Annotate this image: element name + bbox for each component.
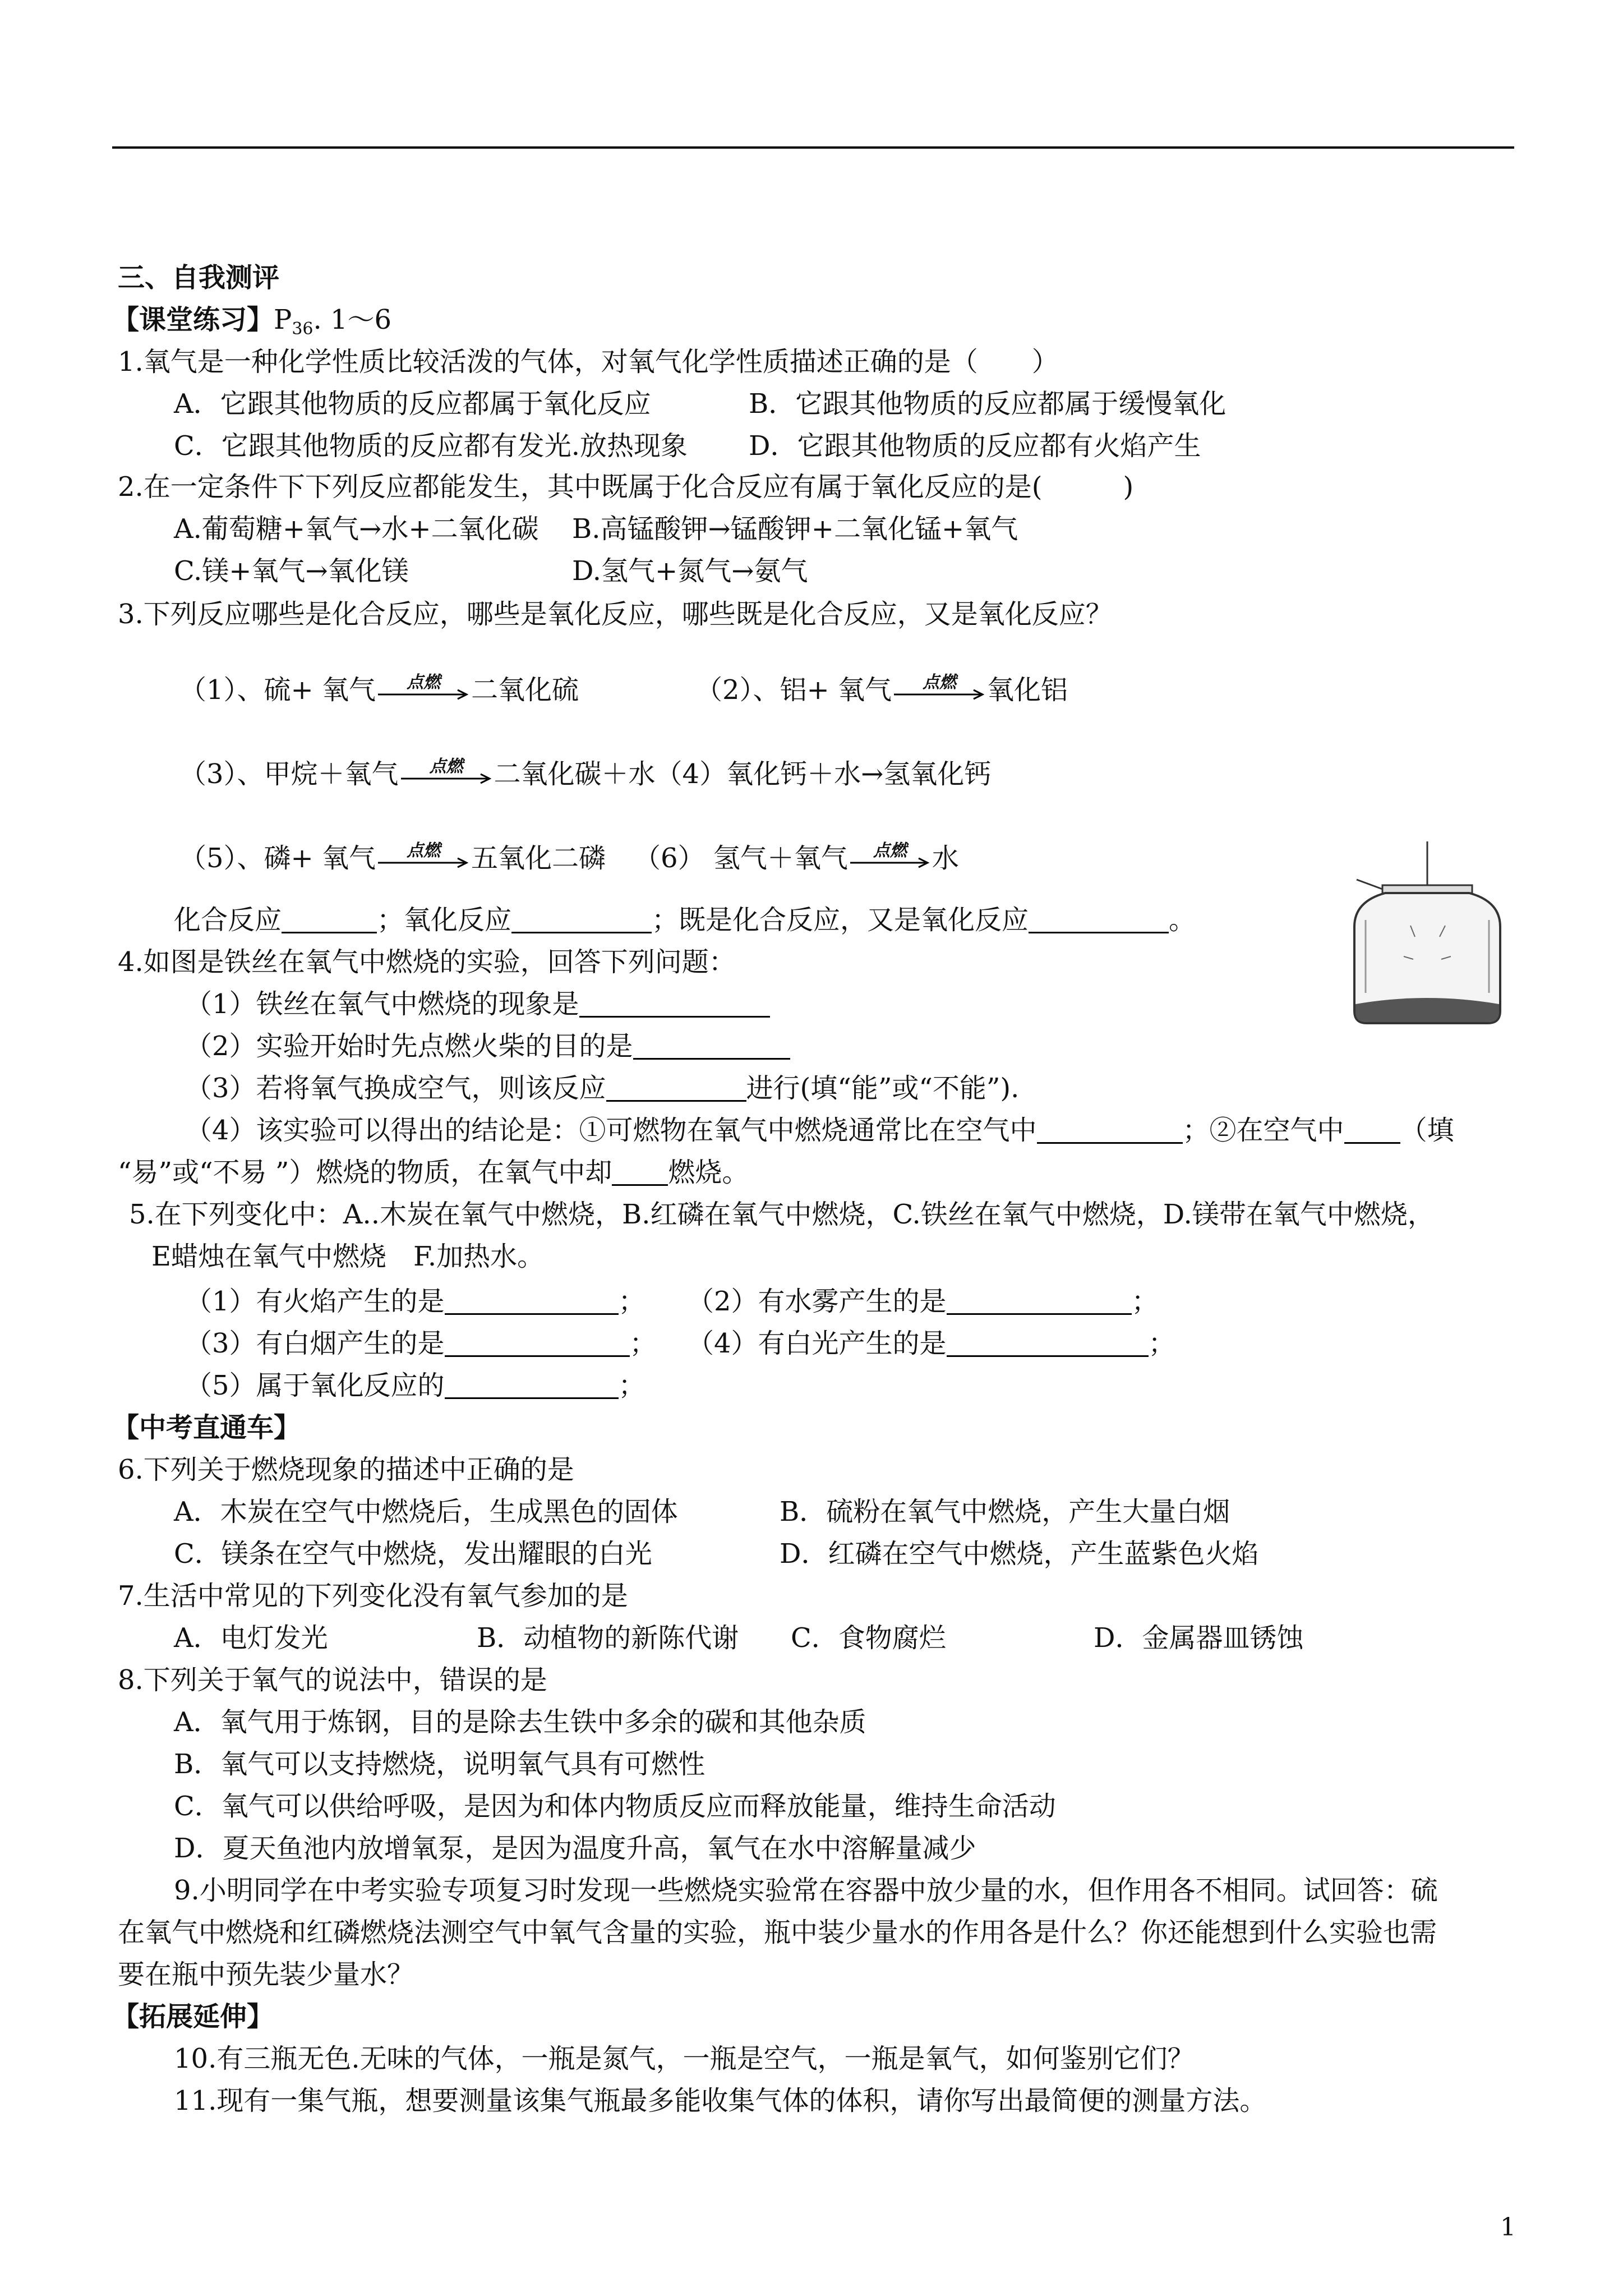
q1-option-d: D．它跟其他物质的反应都有火焰产生: [749, 430, 1201, 462]
q5-part-1-text: （1）有火焰产生的是: [185, 1286, 445, 1317]
reaction-3-4: [179, 757, 991, 791]
answer-blank[interactable]: [633, 1033, 790, 1060]
reaction-1: [179, 673, 579, 707]
q3-stem: 3.下列反应哪些是化合反应，哪些是氧化反应，哪些既是化合反应，又是氧化反应？: [118, 599, 1113, 630]
q3-fill-label-2: ；氧化反应: [377, 904, 512, 936]
ignite-label: 点燃: [407, 673, 441, 692]
q9-line-2: 在氧气中燃烧和红磷燃烧法测空气中氧气含量的实验，瓶中装少量水的作用各是什么？你还能想到什么实验也需: [118, 1917, 1437, 1948]
reaction-1-product: 二氧化硫: [471, 674, 579, 706]
ignite-arrow: [892, 673, 987, 702]
q7-option-b: B．动植物的新陈代谢: [477, 1622, 739, 1654]
q5-part-5-text: （5）属于氧化反应的: [185, 1370, 445, 1401]
q4-part-3-text-b: 进行(填“能”或“不能”).: [746, 1073, 1020, 1104]
classroom-label: 【课堂练习】: [112, 304, 274, 335]
q8-option-d: D．夏天鱼池内放增氧泵，是因为温度升高，氧气在水中溶解量减少: [174, 1833, 976, 1864]
q5-stem: 5.在下列变化中：A..木炭在氧气中燃烧，B.红磷在氧气中燃烧，C.铁丝在氧气中燃烧，D.镁带在氧气中燃烧，: [129, 1199, 1435, 1230]
q5-part-2-text: （2）有水雾产生的是: [687, 1286, 947, 1317]
separator: ；: [618, 1286, 645, 1317]
q4-part-4-text-e: 燃烧。: [668, 1157, 749, 1188]
separator: ；: [1131, 1286, 1159, 1317]
q8-option-b: B．氧气可以支持燃烧，说明氧气具有可燃性: [174, 1749, 706, 1780]
q5-part-4: [687, 1327, 1175, 1360]
answer-blank[interactable]: [445, 1331, 630, 1357]
reaction-2-reactants: （2）、铝+ 氧气: [695, 674, 892, 706]
q5-part-3-text: （3）有白烟产生的是: [185, 1328, 445, 1359]
q6-option-c: C．镁条在空气中燃烧，发出耀眼的白光: [174, 1538, 652, 1570]
answer-blank[interactable]: [947, 1331, 1149, 1357]
q6-option-a: A．木炭在空气中燃烧后，生成黑色的固体: [174, 1496, 678, 1527]
ignite-arrow: [376, 841, 471, 871]
separator: ；: [1148, 1328, 1175, 1359]
page-number: 1: [1500, 2213, 1516, 2242]
q9-line-1: 9.小明同学在中考实验专项复习时发现一些燃烧实验常在容器中放少量的水，但作用各不相同。试回答：硫: [174, 1875, 1438, 1906]
answer-blank[interactable]: [947, 1289, 1132, 1315]
q2-option-c: C.镁+氧气→氧化镁: [174, 555, 409, 587]
header-rule: [112, 146, 1514, 149]
q4-part-1: [185, 987, 770, 1021]
answer-blank[interactable]: [445, 1373, 619, 1399]
q1-option-c: C．它跟其他物质的反应都有发光.放热现象: [174, 430, 688, 462]
q3-fill-label-1: 化合反应: [174, 904, 282, 936]
reaction-2: [695, 673, 1068, 707]
q6-stem: 6.下列关于燃烧现象的描述中正确的是: [118, 1454, 574, 1485]
q5-part-3: [185, 1327, 657, 1360]
q5-part-2: [687, 1285, 1159, 1318]
q1-option-a: A．它跟其他物质的反应都属于氧化反应: [174, 388, 651, 420]
answer-blank[interactable]: [511, 907, 652, 933]
ignite-arrow: [376, 673, 471, 702]
page-ref-sub: 36: [292, 319, 313, 339]
q5-part-5: [185, 1369, 645, 1402]
q4-part-4: [185, 1114, 1454, 1147]
exam-heading: 【中考直通车】: [112, 1412, 301, 1443]
section-title: 三、自我测评: [118, 262, 280, 293]
q1-option-b: B．它跟其他物质的反应都属于缓慢氧化: [749, 388, 1227, 420]
q3-fill-label-3: ；既是化合反应，又是氧化反应: [652, 904, 1029, 936]
q7-option-c: C．食物腐烂: [791, 1622, 946, 1654]
q8-option-c: C．氧气可以供给呼吸，是因为和体内物质反应而释放能量，维持生命活动: [174, 1791, 1056, 1822]
q4-part-4-cont: [118, 1156, 749, 1189]
q8-stem: 8.下列关于氧气的说法中，错误的是: [118, 1664, 547, 1696]
ignite-arrow: [848, 841, 932, 871]
page-ref-suffix: . 1～6: [313, 304, 392, 335]
q4-part-4-text-d: “易”或“不易 ”）燃烧的物质，在氧气中却: [118, 1157, 612, 1188]
reaction-5-6: [179, 841, 959, 875]
answer-blank[interactable]: [612, 1159, 668, 1186]
q7-stem: 7.生活中常见的下列变化没有氧气参加的是: [118, 1580, 628, 1612]
ignite-label: 点燃: [407, 841, 441, 861]
q3-fill-end: 。: [1169, 904, 1196, 936]
q5-part-1: [185, 1285, 645, 1318]
q2-stem: 2.在一定条件下下列反应都能发生，其中既属于化合反应有属于氧化反应的是( ): [118, 471, 1134, 503]
q7-option-d: D．金属器皿锈蚀: [1094, 1622, 1304, 1654]
q11: 11.现有一集气瓶，想要测量该集气瓶最多能收集气体的体积，请你写出最简便的测量方法。: [174, 2085, 1267, 2116]
separator: ；: [629, 1328, 657, 1359]
q4-part-1-text: （1）铁丝在氧气中燃烧的现象是: [185, 988, 579, 1020]
ignite-label: 点燃: [923, 673, 957, 692]
q3-answer-line: [174, 903, 1196, 937]
answer-blank[interactable]: [1029, 907, 1169, 933]
q4-part-4-text-c: （填: [1400, 1115, 1454, 1146]
reaction-3-4-products: 二氧化碳＋水（4）氧化钙＋水→氢氧化钙: [494, 758, 992, 790]
ignite-label: 点燃: [429, 757, 463, 776]
ignite-arrow: [399, 757, 494, 786]
answer-blank[interactable]: [1344, 1117, 1400, 1144]
page-ref-prefix: P: [274, 304, 292, 335]
answer-blank[interactable]: [1037, 1117, 1183, 1144]
q2-option-a: A.葡萄糖+氧气→水+二氧化碳: [174, 513, 539, 545]
q5-stem-2: E蜡烛在氧气中燃烧 F.加热水。: [151, 1241, 545, 1272]
q4-part-2-text: （2）实验开始时先点燃火柴的目的是: [185, 1030, 633, 1062]
q4-part-4-text-a: （4）该实验可以得出的结论是：①可燃物在氧气中燃烧通常比在空气中: [185, 1115, 1037, 1146]
q4-part-3-text-a: （3）若将氧气换成空气，则该反应: [185, 1073, 606, 1104]
extend-heading: 【拓展延伸】: [112, 2001, 274, 2032]
reaction-5-product: 五氧化二磷: [471, 843, 606, 874]
q7-option-a: A．电灯发光: [174, 1622, 328, 1654]
reaction-3-reactants: （3）、甲烷＋氧气: [179, 758, 399, 790]
q5-part-4-text: （4）有白光产生的是: [687, 1328, 947, 1359]
q8-option-a: A．氧气用于炼钢，目的是除去生铁中多余的碳和其他杂质: [174, 1706, 866, 1738]
answer-blank[interactable]: [606, 1075, 746, 1102]
answer-blank[interactable]: [282, 907, 377, 933]
reaction-1-reactants: （1）、硫+ 氧气: [179, 674, 376, 706]
iron-wire-bottle-figure: [1343, 841, 1511, 1032]
ignite-label: 点燃: [873, 841, 907, 861]
q4-stem: 4.如图是铁丝在氧气中燃烧的实验，回答下列问题：: [118, 946, 736, 978]
answer-blank[interactable]: [445, 1289, 619, 1315]
reaction-5-reactants: （5）、磷+ 氧气: [179, 843, 376, 874]
q6-option-b: B．硫粉在氧气中燃烧，产生大量白烟: [780, 1496, 1230, 1527]
q1-stem: 1.氧气是一种化学性质比较活泼的气体，对氧气化学性质描述正确的是（ ）: [118, 346, 1059, 378]
q4-part-2: [185, 1029, 790, 1063]
q2-option-b: B.高锰酸钾→锰酸钾+二氧化锰+氧气: [572, 513, 1018, 545]
q2-option-d: D.氢气+氮气→氨气: [572, 555, 808, 587]
reaction-6-reactants: （6） 氢气＋氧气: [634, 843, 848, 874]
separator: ；: [618, 1370, 645, 1401]
answer-blank[interactable]: [579, 991, 770, 1018]
reaction-6-product: 水: [932, 843, 959, 874]
q4-part-4-text-b: ；②在空气中: [1182, 1115, 1344, 1146]
q6-option-d: D．红磷在空气中燃烧，产生蓝紫色火焰: [780, 1538, 1259, 1570]
reaction-2-product: 氧化铝: [987, 674, 1068, 706]
q10: 10.有三瓶无色.无味的气体，一瓶是氮气，一瓶是空气，一瓶是氧气，如何鉴别它们？: [174, 2043, 1195, 2074]
classroom-practice-heading: [112, 303, 391, 346]
q4-part-3: [185, 1071, 1019, 1105]
q9-line-3: 要在瓶中预先装少量水？: [118, 1959, 414, 1990]
